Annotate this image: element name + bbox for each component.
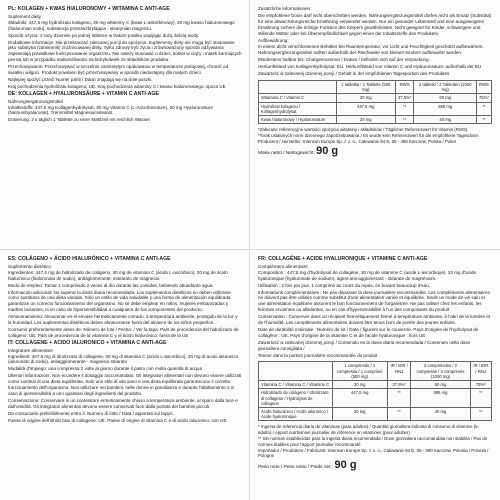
table-row <box>259 115 492 123</box>
net-weight-label: Masa netto / Nettogewicht: <box>258 150 315 156</box>
table-header-cell <box>259 80 337 93</box>
para-pl-ingredients: Składniki: 447,5 mg hydrolizatu kolagenu, 30 mg witaminy C (kwas L-askorbinowy), 20 mg kwasu hialuronowego (hialuronian sodu), substancja przeciwzbrylająca - stearynian magnezu. <box>8 19 235 31</box>
table-header-row <box>259 80 492 93</box>
table-cell: 37,5%* <box>387 381 411 389</box>
table-header-cell: 1 comprimido / 1 compressa / 1 comprimé (500 mg) <box>332 362 387 381</box>
table-cell: ** <box>470 389 491 408</box>
para-it-best-before: Da consumarsi preferibilmente entro il: Numero di lotto / Data / apportati sul tappo. <box>8 410 174 416</box>
table-row <box>259 407 492 420</box>
table-cell: 20 mg <box>336 115 395 123</box>
heading-de: DE: KOLLAGEN + HYALURONSÄURE + VITAMIN C ANTI-AGE <box>8 90 159 97</box>
table-row <box>259 94 492 102</box>
para-content-caption: Zawartość w zalecanej dziennej porcji / Gehalt in der empfohlenen Tagesportion des Produktes <box>258 71 450 77</box>
table-cell: 447,5 mg <box>336 102 395 115</box>
nutrition-table-es-it-fr <box>258 361 492 421</box>
para-it-usage: Modalità d'impiego: una compressa 2 volte al giorno durante il pasto con molta quantità di acqua <box>8 366 202 372</box>
table-cell: 40 mg <box>414 115 477 123</box>
para-content-caption-fr: Teneur dans la portion journalière recommandée du produit <box>258 352 378 358</box>
vertical-divider <box>249 0 250 500</box>
table-cell: 60 mg <box>411 381 470 389</box>
table-cell: Kwas hialuronowy / Hyaluronsäure <box>259 115 337 123</box>
table-cell: 447,5 mg <box>332 389 387 408</box>
table-cell: Hydrolizat kolagenu / Kollagenhydrolysat <box>259 102 337 115</box>
table-header-cell: 2 comprimidos / 2 compresse / 2 comprimés (1000 mg) <box>411 362 470 381</box>
table-header-cell: 1 tabletka / 1 Tablette (500 mg) <box>336 80 395 93</box>
subtitle-fr: Complément alimentaire <box>258 263 308 269</box>
footnote-rws: *Zalecane referencyjne wartości spożycia witaminy i składników / Täglicher Referenzwert für Vitamin (RWS) <box>258 127 468 133</box>
panel-es-it <box>0 250 250 500</box>
table-cell: ** <box>387 389 411 408</box>
table-cell: 30 mg <box>332 381 387 389</box>
table-row <box>259 381 492 389</box>
para-de-dosage: Dosierung: 2 x täglich 1 Tablette zu einer Mahlzeit mit reichlich Wasser. <box>8 117 152 123</box>
table-header-cell: IR / IDR / RNJ <box>387 362 411 381</box>
table-cell: 30 mg <box>336 94 395 102</box>
table-cell: 895 mg <box>414 102 477 115</box>
para-content-caption-multi: Zawartość w zalecanej dziennej porcji / Contenido en la dosis diaria recomendada / Contenuto nella dose giornaliera consigliata / <box>258 339 471 351</box>
para-pl-info: Dodatkowe informacje: Nie przekraczać zalecanej porcji do spożycia. Suplementy diety nie mogą być stosowane jako substytut (zamiennik) zróżnicowanej diety. Tylko zdrowy tryb życia i zrównoważony sposób odżywiania zapewniają prawidłowe funkcjonowanie organizmu. Nie należy stosować u dzieci, kobiet w ciąży i matek karmiących piersią lub w przypadku nadwrażliwości na którykolwiek ze składników produktu. <box>8 39 242 63</box>
table-header-cell: RWS <box>395 80 414 93</box>
table-header-cell <box>259 362 333 381</box>
subtitle-pl: Suplement diety <box>8 13 41 19</box>
para-it-ingredients: Ingredienti: 447,5 mg di idrolizzato di collagene, 30 mg di vitamina C (acido L-ascorbico), 20 mg di acido ialuronico (ialuronato di sodio), antiagglomerante - magnesio stearato <box>8 353 239 365</box>
table-cell: Witamina C / Vitamin C <box>259 94 337 102</box>
table-cell: 895 mg <box>411 389 470 408</box>
footnote-no-norm: ** Sin normas establecidas para la ingesta diaria recomendada / Dose giornaliera raccomandata non stabilita / Pas de normes établies pour l'apport journalier recommandé <box>258 435 488 447</box>
table-row <box>259 389 492 408</box>
net-weight-label: Peso neto / Peso netto / Poids net : <box>258 465 334 471</box>
para-de-info: Die empfohlene Dosis darf nicht überschritten werden. Nahrungsergänzungsmittel dürfen nicht als Ersatz (Substitut) für eine abwechslungsreiche Ernährung verwendet werden. Nur ein gesunder Lebensstil und eine ausgewogene Ernährung sichern die richtige Funktion des Körpers gewährleisten. Nicht geeignet für Kinder, schwangere und stillende Mütter oder bei Überempfindlichkeit gegen einen der Inhaltsstoffe des Produktes. <box>258 12 492 36</box>
net-weight <box>258 145 492 160</box>
table-cell: 40 mg <box>411 407 470 420</box>
para-es-storage: Almacenamiento: Almacenar en el envase herméticamente cerrado, a temperatura ambiente, protegido de la luz y la humedad. Los suplementos dietéticos deben almacenarse fuera del alcance de los niños pequeños. <box>8 314 238 326</box>
para-it-info: Ulteriori informazioni: Non eccedere il dosaggio raccomandato. Gli integratori alimentari non devono essere utilizzati come sostituti di una dieta equilibrata. Solo uno stile di vita sano e una dieta equilibrata garantiscono il corretto funzionamento dell'organismo. Non utilizzare nei bambini, nelle donne in gravidanza e durante l'allattamento o in caso di ipersensibilità a uno qualsiasi degli ingredienti del prodotto. <box>8 373 242 396</box>
table-cell: ** <box>476 115 491 123</box>
para-de-storage-title: Aufbewahrung: <box>258 37 289 43</box>
subtitle-de: Nahrungsergänzungsmittel <box>8 98 63 104</box>
table-cell: Ácido hialurónico / Acido ialuronico / Acide hyaluronique <box>259 407 333 420</box>
table-header-row <box>259 362 492 381</box>
net-weight <box>258 459 492 474</box>
para-fr-usage: Utilisation : 2 fois par jour, 1 comprimé au cours du repas, en buvant beaucoup d'eau. <box>258 282 430 288</box>
table-row <box>259 102 492 115</box>
para-it-origin: Paese di origine dell'idrolizzato di collagene: UE. Paese di origine di vitamina C e di acido ialuronico: non UE <box>8 417 227 423</box>
heading-pl: PL: KOLAGEN + KWAS HIALURONOWY + WITAMINA C ANTI-AGE <box>8 6 170 12</box>
producer-info: Producent / Hersteller: Intenson Europe Sp. z o. o., Całowanie 94 E, 05 - 480 Karczew, Polska / Polen <box>258 138 457 144</box>
table-cell: Vitamina C / Vitamina C / Vitamine C <box>259 381 333 389</box>
table-cell: 37,5%* <box>395 94 414 102</box>
table-header-cell: RWS <box>476 80 491 93</box>
nutrition-table-pl-de <box>258 80 492 124</box>
table-cell: Hidrolizado de colágeno / Idrolizzato di collagene / Hydrolysat de collagène <box>259 389 333 408</box>
para-fr-composition: Composition : 447,5 mg d'hydrolysat de collagène, 30 mg de vitamine C (acide L-ascorbique), 20 mg d'acide hyaluronique (hyaluronate de sodium), agent anti-agglomérant - stéarate de magnésium. <box>258 269 477 281</box>
table-cell: 75%* <box>476 94 491 102</box>
para-fr-durability: Date de durabilité minimale : Numéro de lot / Date / figurent sur le couvercle. Pays d'origine de l'hydrolysat de collagène : UE. Pays d'origine de la vitamine C et de l'acide hyaluronique : hors UE <box>258 326 479 338</box>
net-weight-value: 90 g <box>316 144 339 157</box>
panel-pl-de <box>0 0 250 250</box>
table-cell: ** <box>395 102 414 115</box>
horizontal-divider <box>0 249 500 250</box>
para-es-usage: Modo de empleo: Tomar 1 comprimido 2 veces al día durante las comidas, bebiendo abundante agua. <box>8 282 214 288</box>
para-es-info: Información adicional: No superar la dosis diaria recomendada. Los suplementos dietéticos no deben utilizarse como sustitutos de una dieta variada. Solo un estilo de vida saludable y una forma de alimentación equilibrada garantizan un correcto funcionamiento del organismo. No se debe emplear en niños, mujeres embarazadas y madres lactantes, ni en caso de hipersensibilidad a cualquiera de los componentes del producto. <box>8 289 231 313</box>
para-pl-origin: Kraj pochodzenia hydrolizatu kolagenu: UE. Kraj pochodzenia witaminy C i kwasu hialuronowego: spoza UE <box>8 83 226 89</box>
subtitle-it: Integratore alimentare <box>8 347 53 353</box>
para-pl-storage: Przechowywanie: Przechowywać w szczelnie zamkniętym opakowaniu w temperaturze pokojowej, chronić od światła i wilgoci. Produkt powinien być przechowywany w sposób niedostępny dla małych dzieci. <box>8 64 229 76</box>
heading-additional-info: Zusätzliche Informationen: <box>258 6 312 11</box>
heading-fr: FR: COLLAGÈNE + ACIDE HYALURONIQUE + VITAMINE C ANTI-AGE <box>258 256 428 262</box>
table-cell: ** <box>470 407 491 420</box>
table-cell: ** <box>476 102 491 115</box>
heading-es: ES: COLÁGENO + ÁCIDO HIALURÓNICO + VITAMINA C ANTI-AGE <box>8 256 171 262</box>
para-fr-info: Informations complémentaires : Ne pas dépasser la dose journalière recommandée. Les compléments alimentaires ne doivent pas être utilisés comme substitut d'une alimentation variée et équilibrée. Seuls un mode de vie sain et une alimentation équilibrée assurent le bon fonctionnement de l'organisme. Ne pas utiliser chez les enfants, les femmes enceintes ou allaitantes, ou en cas d'hypersensibilité à l'un des composants du produit. <box>258 289 490 313</box>
table-cell: 75%* <box>470 381 491 389</box>
footnote-no-norm: **brak ustalonych norm dziennego zapotrzebowania / Es wurde kein Referenzwert für die empfohlene Tagesdosis <box>258 132 479 138</box>
table-cell: 20 mg <box>332 407 387 420</box>
para-fr-storage: Conservation : Conserver dans un récipient hermétiquement fermé à température ambiante, à l'abri de la lumière et de l'humidité. Les compléments alimentaires doivent être tenus hors de portée des jeunes enfants. <box>258 314 491 326</box>
para-it-storage: Conservazione: Conservare in un contenitore ermeticamente chiuso a temperatura ambiente, al riparo dalla luce e dall'umidità. Gli integratori alimentari devono essere conservati fuori dalla portata dei bambini piccoli. <box>8 397 238 409</box>
panel-de-info <box>250 0 500 250</box>
table-header-cell: 2 tabletki / 2 Tabletten (1000 mg) <box>414 80 477 93</box>
panel-fr <box>250 250 500 500</box>
para-de-ingredients: Inhaltsstoffe: 447,5 mg Kollagenhydrolysat, 30 mg Vitamin C (L-Ascorbinsäure), 20 mg Hyaluronsäure (Natriumhyaluronat), Trennmittel Magnesiumstearat. <box>8 104 214 116</box>
subtitle-es: Suplemento dietético <box>8 263 51 269</box>
para-de-storage: In einem dicht verschlossenen Behälter bei Raumtemperatur, vor Licht und Feuchtigkeit geschützt aufbewahren. Nahrungsergänzungsmittel sollten außerhalb der Reichweite von kleinen Kindern aufbewahrt werden. <box>258 44 484 56</box>
table-header-cell: IR / IDR / RNJ <box>470 362 491 381</box>
para-de-origin: Herkunftsland von Kollagenhydrolysat: EU. Herkunftsland von Vitamin C und Hyaluronsäure: außerhalb der EU <box>258 64 482 70</box>
net-weight-value: 90 g <box>334 459 357 472</box>
para-pl-best-before: Najlepiej spożyć przed: Numer partii / Data) znajdują się na dole puszki. <box>8 76 153 82</box>
para-de-best-before: Mindestens haltbar bis: Chargennummer / Datum / befinden sich auf der Verpackung. <box>258 57 430 63</box>
table-cell: ** <box>395 115 414 123</box>
heading-it: IT: COLLAGENE + ACIDO IALURONICO + VITAMINA C ANTI-AGE <box>8 339 167 346</box>
producer-info: Importador / Produttore / Fabricant: Intenson Europe Sp. z o. o., Całowanie 94 E, 05 - 480 Karczew, Polonia / Polonia / Pologne <box>258 447 489 459</box>
footnote-reference-intake: * Ingesta de referencia diaria de vitaminas (para adultos) / Quantità giornaliera indicata di consumo di vitamine (in adulto) / Apport nutritionnel journalier de référence en vitamines (pour adultes) <box>258 424 479 436</box>
para-pl-usage: Sposób użycia: 2 razy dziennie po jednej tabletce w trakcie posiłku popijając dużą ilością wody. <box>8 32 200 38</box>
table-cell: ** <box>387 407 411 420</box>
para-es-origin: Consumir preferentemente antes de: Número de lote / Fecha: / Ver la tapa. País de procedencia del hidrolizado de colágeno: UE. País de procedencia de la vitamina C y el ácido hialurónico: fuera de la UE <box>8 326 239 338</box>
table-cell: 60 mg <box>414 94 477 102</box>
para-es-ingredients: Ingredientes: 447,5 mg de hidrolizado de colágeno, 30 mg de vitamina C (ácido L-ascórbico), 20 mg de ácido hialurónico (hialuronato de sodio), antiaglomerante: estearato de magnesio. <box>8 269 228 281</box>
